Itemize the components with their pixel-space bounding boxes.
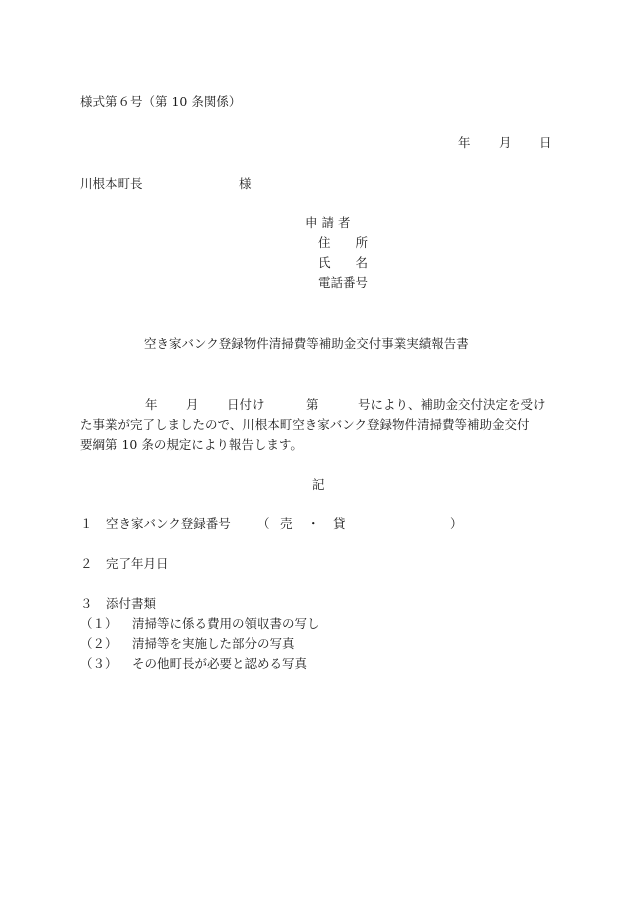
- subitem-text: 清掃等を実施した部分の写真: [132, 636, 295, 651]
- body-month-label: 月: [186, 397, 199, 412]
- addressee-name: 川根本町長: [80, 176, 143, 191]
- item-1-dot: ・: [307, 516, 320, 531]
- applicant-address-label: 住 所: [318, 235, 369, 250]
- item-1-label: 空き家バンク登録番号: [106, 516, 231, 531]
- body-line-3: 要綱第 10 条の規定により報告します。: [80, 437, 303, 452]
- subitem-text: 清掃等に係る費用の領収書の写し: [132, 616, 320, 631]
- item-1-number: １: [80, 516, 93, 531]
- item-2-number: ２: [80, 556, 93, 571]
- applicant-name-label: 氏 名: [318, 255, 369, 270]
- subitem-number: （２）: [80, 636, 118, 651]
- body-number-prefix: 第: [306, 397, 319, 412]
- item-3-number: ３: [80, 596, 93, 611]
- item-1-open-paren: （: [257, 516, 270, 531]
- body-year-label: 年: [145, 397, 158, 412]
- addressee-honorific: 様: [239, 176, 252, 191]
- applicant-heading: 申 請 者: [305, 215, 351, 230]
- document-title: 空き家バンク登録物件清掃費等補助金交付事業実績報告書: [144, 336, 469, 351]
- subitem-number: （３）: [80, 656, 118, 671]
- item-2-label: 完了年月日: [106, 556, 169, 571]
- subitem-text: その他町長が必要と認める写真: [132, 656, 308, 671]
- date-month-label: 月: [499, 135, 512, 150]
- item-1-rent: 貸: [333, 516, 346, 531]
- date-year-label: 年: [458, 135, 471, 150]
- body-line-2: た事業が完了しましたので、川根本町空き家バンク登録物件清掃費等補助金交付: [80, 417, 530, 432]
- item-1-sell: 売: [280, 516, 293, 531]
- ki-marker: 記: [312, 477, 325, 492]
- body-date-suffix: 日付け: [227, 397, 265, 412]
- applicant-phone-label: 電話番号: [318, 275, 369, 290]
- item-3-label: 添付書類: [106, 596, 157, 611]
- date-day-label: 日: [539, 135, 552, 150]
- body-line1-text: 号により、補助金交付決定を受け: [358, 397, 546, 412]
- form-header: 様式第６号（第 10 条関係）: [80, 94, 242, 109]
- item-1-close-paren: ）: [450, 516, 463, 531]
- subitem-number: （１）: [80, 616, 118, 631]
